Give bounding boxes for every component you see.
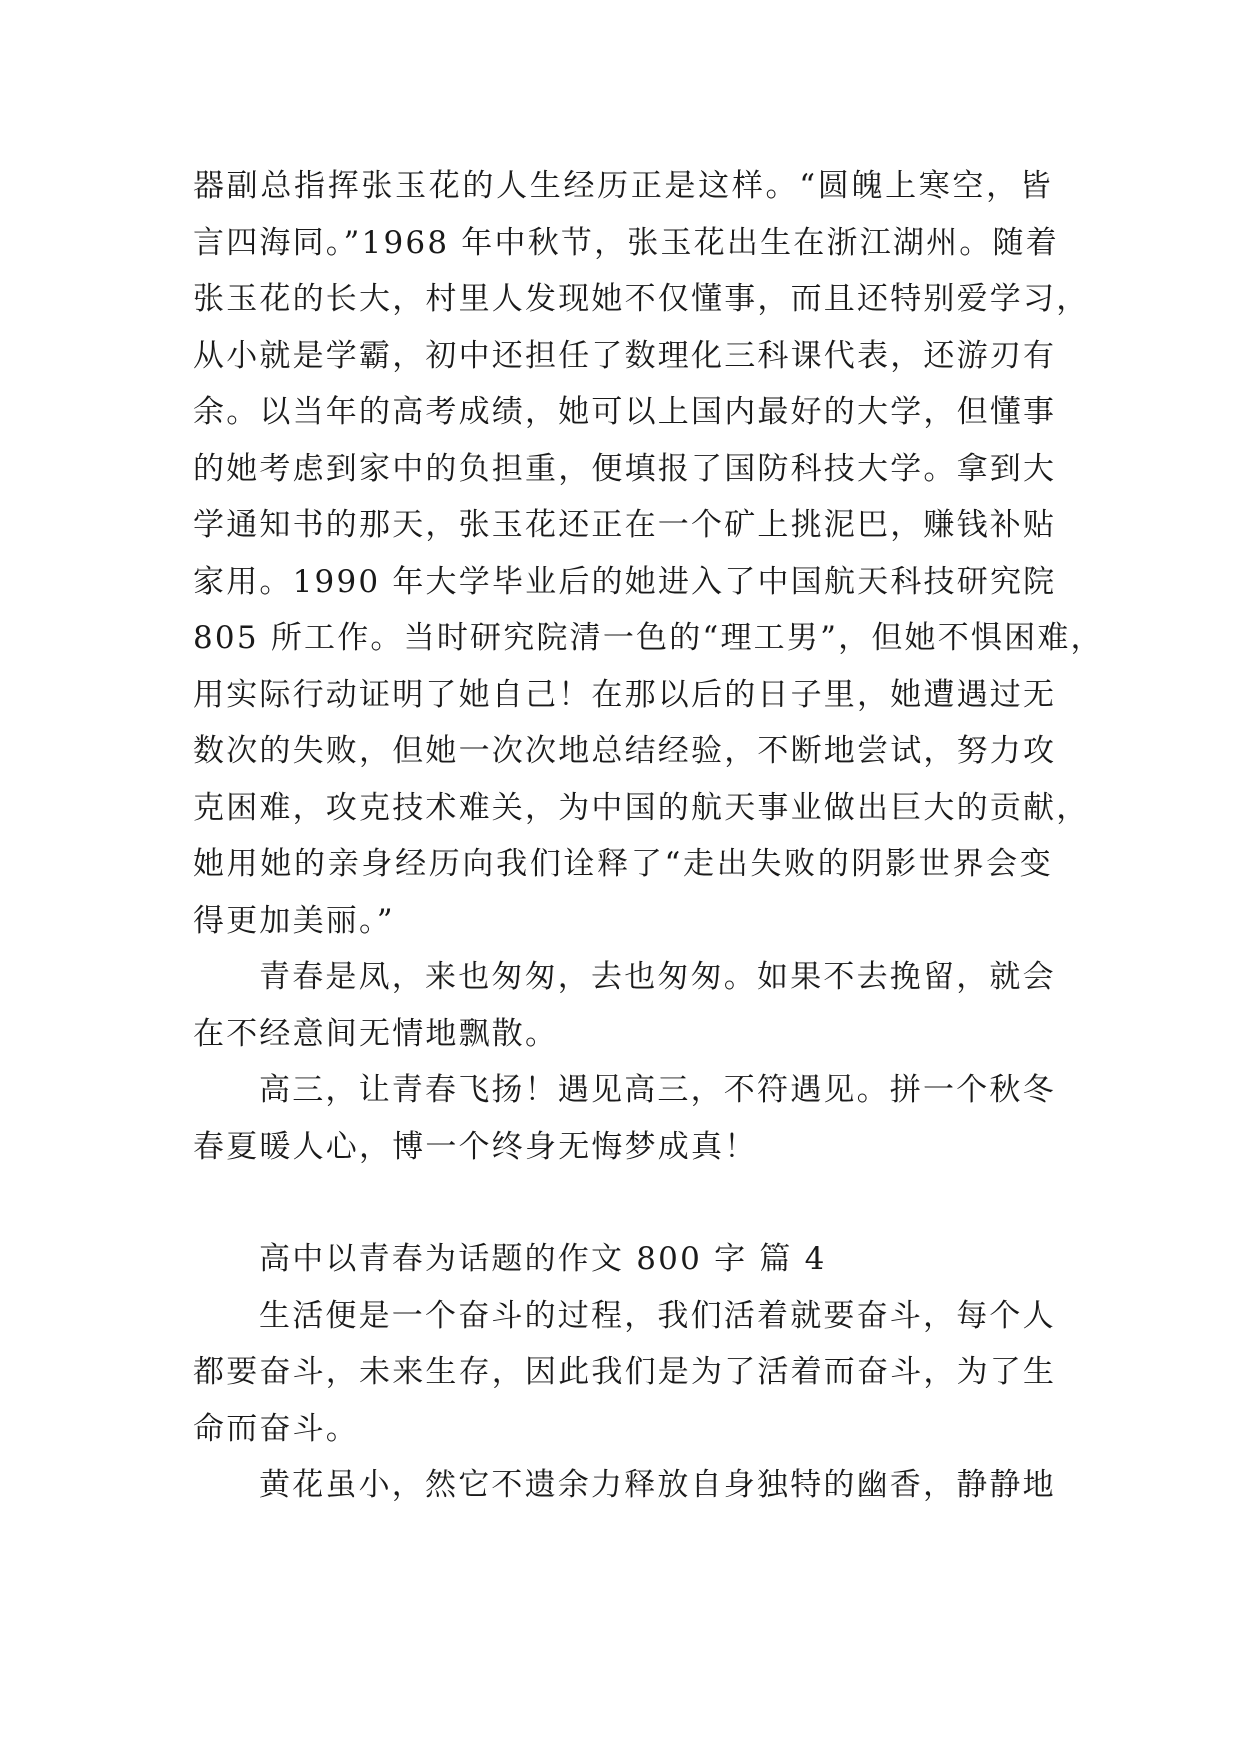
paragraph-4 [193, 1288, 1057, 1458]
text-line: 都要奋斗，未来生存，因此我们是为了活着而奋斗，为了生 [193, 1354, 1057, 1390]
text-line: 张玉花的长大，村里人发现她不仅懂事，而且还特别爱学习， [193, 281, 1090, 317]
text-line: 用实际行动证明了她自己！在那以后的日子里，她遭遇过无 [193, 676, 1057, 713]
text-line: 器副总指挥张玉花的人生经历正是这样。“圆魄上寒空，皆 [193, 168, 1053, 204]
text-line: 数次的失败，但她一次次地总结经验，不断地尝试，努力攻 [193, 733, 1057, 769]
text-line: 805 所工作。当时研究院清一色的“理工男”，但她不惧困难， [193, 620, 1104, 656]
text-line: 在不经意间无情地飘散。 [193, 1015, 559, 1052]
text-line: 高三，让青春飞扬！遇见高三，不符遇见。拼一个秋冬 [259, 1072, 1056, 1108]
text-line: 从小就是学霸，初中还担任了数理化三科课代表，还游刃有 [193, 337, 1057, 374]
text-line: 家用。1990 年大学毕业后的她进入了中国航天科技研究院 [193, 563, 1057, 600]
paragraph-3 [193, 1062, 1056, 1175]
text-line: 青春是凤，来也匆匆，去也匆匆。如果不去挽留，就会 [259, 959, 1056, 995]
text-line: 余。以当年的高考成绩，她可以上国内最好的大学，但懂事 [193, 394, 1057, 430]
paragraph-5 [193, 1457, 1056, 1514]
text-line: 她用她的亲身经历向我们诠释了“走出失败的阴影世界会变 [193, 846, 1053, 882]
paragraph-1 [193, 158, 1104, 949]
text-line: 的她考虑到家中的负担重，便填报了国防科技大学。拿到大 [193, 450, 1057, 487]
text-line: 克困难，攻克技术难关，为中国的航天事业做出巨大的贡献， [193, 789, 1090, 826]
document-body [193, 158, 1104, 1514]
paragraph-2 [193, 949, 1056, 1062]
text-line: 生活便是一个奋斗的过程，我们活着就要奋斗，每个人 [259, 1297, 1056, 1334]
text-line: 命而奋斗。 [193, 1410, 359, 1447]
text-line: 得更加美丽。” [193, 902, 395, 939]
text-line: 黄花虽小，然它不遗余力释放自身独特的幽香，静静地 [259, 1467, 1056, 1503]
text-line: 学通知书的那天，张玉花还正在一个矿上挑泥巴，赚钱补贴 [193, 507, 1057, 543]
text-line: 春夏暖人心，博一个终身无悔梦成真！ [193, 1128, 758, 1165]
section-heading: 高中以青春为话题的作文 800 字 篇 4 [259, 1241, 827, 1277]
text-line: 言四海同。”1968 年中秋节，张玉花出生在浙江湖州。随着 [193, 224, 1059, 261]
